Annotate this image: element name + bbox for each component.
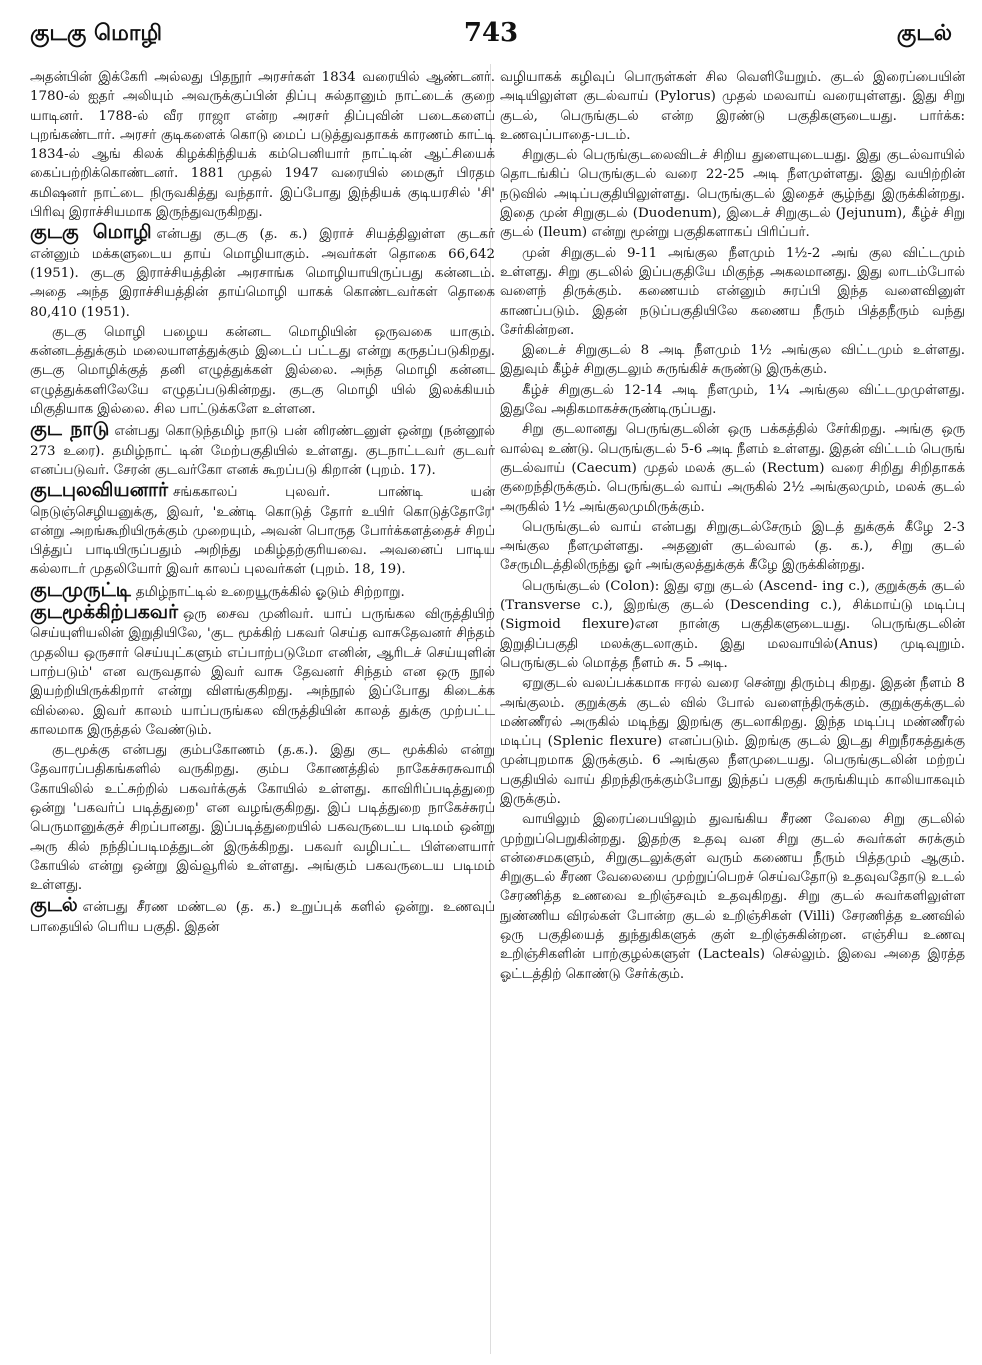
- paragraph: [500, 244, 965, 340]
- entry-headword: குடல்: [30, 894, 78, 917]
- paragraph-text: குடமூக்கு என்பது கும்பகோணம் (த.க.). இது குட மூக்கில் என்று தேவாரப்பதிகங்களில் வருகிறது. கும்ப கோணத்தில் நாகேச்சுரசுவாமி கோயிலில் உட்சுற்றில் பகவர்க்குக் கோயில் உள்ளது. காவிரிப்படித்துறை ஒன்று 'பகவர்ப் படித்துறை' என வழங்குகிறது. இப் படித்துறை நாகேச்சுரப் பெருமானுக்குச் சிறப்பானது. இப்படித்துறையில் பகவருடைய படிமம் ஒன்று அரு கில் நந்திப்படிமத்துடன் இருக்கிறது. பகவர் வழிபட்ட பிள்ளையார் கோயில் என்று ஒன்று இவ்வூரில் உள்ளது. அங்கும் பகவருடைய படிமம் உள்ளது.: [30, 743, 495, 894]
- paragraph: [500, 381, 965, 420]
- paragraph-text: வழியாகக் கழிவுப் பொருள்கள் சில வெளியேறும். குடல் இரைப்பையின் அடியிலுள்ள குடல்வாய் (Pylorus) முதல் மலவாய் வரையுள்ளது. இது சிறு குடல், பெருங்குடல் என்ற இரண்டு பகுதிகளுடையது. பார்க்க: உணவுப்பாதை-படம்.: [500, 70, 965, 143]
- paragraph-text: சிறு குடலானது பெருங்குடலின் ஒரு பக்கத்தில் சேர்கிறது. அங்கு ஒரு வால்வு உண்டு. பெருங்குடல் 5-6 அடி நீளம் உள்ளது. இதன் விட்டம் பெருங் குடல்வாய் (Caecum) முதல் மலக் குடல் (Rectum) வரை சிறிது சிறிதாகக் குறைந்திருக்கும். பெருங்குடல் வாய் அருகில் 2½ அங்குலமும், மலக் குடல் அருகில் 1½ அங்குலமுமிருக்கும்.: [500, 422, 965, 515]
- encyclopedia-entry: [30, 896, 495, 937]
- paragraph: [500, 518, 965, 576]
- paragraph: [500, 810, 965, 984]
- paragraph-text: ஒரு சைவ முனிவர். யாப் பருங்கல விருத்தியிற் செய்யுளியலின் இறுதியிலே, 'குட மூக்கிற் பகவர் செய்த வாசுதேவனர் சிந்தம் முதலிய ஒருசார் செய்யுட்களும் எப்பாற்படுமோ எனின், ஆரிடச் செய்யுளின் பாற்படும்' என வருவதால் இவர் வாசு தேவனர் சிந்தம் என ஒரு நூல் இயற்றியிருக்கிறார் என்று விளங்குகிறது. அந்நூல் இப்போது கிடைக்க வில்லை. இவர் காலம் யாப்பருங்கல விருத்தியின் காலத் துக்கு முற்பட்ட காலமாக இருத்தல் வேண்டும்.: [30, 607, 495, 738]
- paragraph-text: சங்ககாலப் புலவர். பாண்டி யன் நெடுஞ்செழியனுக்கு, இவர், 'உண்டி கொடுத் தோர் உயிர் கொடுத்தோரே' என்று அறங்கூறியிருக்கும் முறையும், அவன் பொருத போர்க்களத்தைச் சிறப் பித்துப் பாடியிருப்பதும் அறிந்து மகிழ்தற்குரியவை. அவனைப் பாடிய கல்லாடர் முதலியோர் இவர் காலப் புலவர்கள் (புறம். 18, 19).: [30, 485, 495, 578]
- paragraph-text: சிறுகுடல் பெருங்குடலைவிடச் சிறிய துளையுடையது. இது குடல்வாயில் தொடங்கிப் பெருங்குடல் வரை 22-25 அடி நீளமுள்ளது. இது வயிற்றின் நடுவில் அடிப்பகுதியிலுள்ளது. பெருங்குடல் இதைச் சூழ்ந்து இருக்கின்றது. இதை முன் சிறுகுடல் (Duodenum), இடைச் சிறுகுடல் (Jejunum), கீழ்ச் சிறு குடல் (Ileum) என்று மூன்று பகுதிகளாகப் பிரிப்பர்.: [500, 148, 965, 241]
- paragraph: [30, 323, 495, 419]
- paragraph: [500, 674, 965, 809]
- entry-headword: குடகு மொழி: [30, 221, 152, 244]
- paragraph-text: என்பது கொடுந்தமிழ் நாடு பன் னிரண்டனுள் ஒன்று (நன்னூல் 273 உரை). தமிழ்நாட் டின் மேற்பகுதியில் உள்ளது. குடநாட்டவர் குடவர் எனப்படுவர். சேரன் குடவர்கோ எனக் கூறப்படு கிறான் (புறம். 17).: [30, 424, 495, 478]
- paragraph-text: ஏறுகுடல் வலப்பக்கமாக ஈரல் வரை சென்று திரும்பு கிறது. இதன் நீளம் 8 அங்குலம். குறுக்குக் குடல் வில் போல் வளைந்திருக்கும். குறுக்குக்குடல் மண்ணீரல் அருகில் மடிந்து இறங்கு குடலாகிறது. இந்த மடிப்பு மண்ணீரல் மடிப்பு (Splenic flexure) எனப்படும். இறங்கு குடல் இடது சிறுநீரகத்துக்கு முன்புறமாக இருக்கும். 6 அங்குல நீளமுடையது. பெருங்குடலின் மற்றப் பகுதியில் வாய் திறந்திருக்கும்போது இந்தப் பகுதி சுருங்கியும் காலியாகவும் இருக்கும்.: [500, 676, 965, 807]
- paragraph-text: குடகு மொழி பழைய கன்னட மொழியின் ஒருவகை யாகும். கன்னடத்துக்கும் மலையாளத்துக்கும் இடைப் பட்டது என்று கருதப்படுகிறது. குடகு மொழிக்குத் தனி எழுத்துக்கள் இல்லை. அந்த மொழி கன்னட எழுத்துக்களிலேயே எழுதப்படுகின்றது. குடகு மொழி யில் இலக்கியம் மிகுதியாக இல்லை. சில பாட்டுக்களே உள்ளன.: [30, 324, 495, 418]
- paragraph: [30, 741, 495, 895]
- encyclopedia-entry: [30, 603, 495, 740]
- paragraph-text: என்பது சீரண மண்டல (த. க.) உறுப்புக் களில் ஒன்று. உணவுப் பாதையில் பெரிய பகுதி. இதன்: [30, 900, 495, 935]
- paragraph-text: பெருங்குடல் (Colon): இது ஏறு குடல் (Ascend- ing c.), குறுக்குக் குடல் (Transverse c.), இறங்கு குடல் (Descending c.), சிக்மாய்டு மடிப்பு (Sigmoid flexure)என நான்கு பகுதிகளுடையது. பெருங்குடலின் இறுதிப்பகுதி மலக்குடலாகும். இது மலவாயில்(Anus) முடிவுறும். பெருங்குடல் மொத்த நீளம் சு. 5 அடி.: [500, 578, 965, 671]
- right-column: [500, 68, 965, 1358]
- encyclopedia-entry: [30, 578, 495, 602]
- paragraph: [30, 68, 495, 222]
- entry-headword: குடமூக்கிற்பகவர்: [30, 601, 178, 624]
- paragraph-text: என்பது குடகு (த. க.) இராச் சியத்திலுள்ள குடகர் என்னும் மக்களுடைய தாய் மொழியாகும். அவர்கள் தொகை 66,642 (1951). குடகு இராச்சியத்தின் அரசாங்க மொழியாயிருப்பது கன்னடம். அதை அந்த இராச்சியத்தின் தாய்மொழி யாகக் கொண்டவர்கள் தொகை 80,410 (1951).: [30, 227, 495, 320]
- paragraph: [500, 146, 965, 242]
- entry-headword: குடமுருட்டி: [30, 578, 131, 601]
- paragraph-text: முன் சிறுகுடல் 9-11 அங்குல நீளமும் 1½-2 அங் குல விட்டமும் உள்ளது. சிறு குடலில் இப்பகுதியே மிகுந்த அகலமானது. இது லாடம்போல் வளைந் திருக்கும். கணையம் என்னும் சுரப்பி இந்த வளைவினுள் காணப்படும். இதன் நடுப்பகுதியிலே கணைய நீரும் பித்தநீரும் வந்து சேர்கின்றன.: [500, 245, 965, 338]
- paragraph-text: வாயிலும் இரைப்பையிலும் துவங்கிய சீரண வேலை சிறு குடலில் முற்றுப்பெறுகின்றது. இதற்கு உதவு வன சிறு குடல் சுவர்கள் சுரக்கும் என்சைமகளும், சிறுகுடலுக்குள் வரும் கணைய நீரும் பித்தமும் ஆகும். சிறுகுடல் சீரண வேலையை முற்றுப்பெறச் செய்வதோடு உதவுவதோடு உடல் சேரணித்த உணவை உறிஞ்சவும் உதவுகிறது. சிறு குடல் சுவர்களிலுள்ள நுண்ணிய விரல்கள் போன்ற குடல் உறிஞ்சிகள் (Villi) சேரணித்த உணவில் ஒரு பகுதியைத் துந்துகிகளுக் குள் உறிஞ்சுகின்றன. எஞ்சிய உணவு உறிஞ்சிகளின் பாற்குழல்களுள் (Lacteals) செல்லும். இவை அதை இரத்த ஓட்டத்திற் கொண்டு சேர்க்கும்.: [500, 812, 965, 982]
- entry-headword: குட நாடு: [30, 418, 110, 441]
- running-head-left: குடகு மொழி: [30, 20, 162, 46]
- encyclopedia-entry: [30, 223, 495, 321]
- paragraph: [500, 420, 965, 516]
- entry-headword: குடபுலவியனார்: [30, 479, 168, 502]
- paragraph-text: இடைச் சிறுகுடல் 8 அடி நீளமும் 1½ அங்குல விட்டமும் உள்ளது. இதுவும் கீழ்ச் சிறுகுடலும் சுருங்கிச் சுருண்டு இருக்கும்.: [500, 343, 965, 378]
- left-column: [30, 68, 495, 1358]
- page-number: 743: [463, 18, 519, 48]
- paragraph-text: அதன்பின் இக்கேரி அல்லது பிதநூர் அரசர்கள் 1834 வரையில் ஆண்டனர். 1780-ல் ஐதர் அலியும் அவருக்குப்பின் திப்பு சுல்தானும் நாட்டைக் குறை யாடினர். 1788-ல் வீர ராஜா என்ற அரசர் திப்புவின் படைகளைப் புறங்கண்டார். அரசர் குடிகளைக் கொடு மைப் படுத்துவதாகக் காரணம் காட்டி 1834-ல் ஆங் கிலக் கிழக்கிந்தியக் கம்பெனியார் நாட்டின் ஆட்சியைக் கைப்பற்றிக்கொண்டனர். 1881 முதல் 1947 வரையில் மைசூர் பிரதம கமிஷனர் நாட்டை நிருவகித்து வந்தார். இப்போது இந்தியக் குடியரசில் 'சி' பிரிவு இராச்சியமாக இருந்துவருகிறது.: [30, 70, 495, 221]
- paragraph: [500, 341, 965, 380]
- paragraph-text: பெருங்குடல் வாய் என்பது சிறுகுடல்சேரும் இடத் துக்குக் கீழே 2-3 அங்குல நீளமுள்ளது. அதனுள் குடல்வால் (த. க.), சிறு குடல் சேருமிடத்திலிருந்து ஓர் அங்குலத்துக்குக் கீழே இருக்கின்றது.: [500, 519, 965, 574]
- running-head-right: குடல்: [896, 20, 952, 46]
- page-header: [0, 16, 982, 56]
- paragraph-text: தமிழ்நாட்டில் உறையூருக்கில் ஓடும் சிற்றாறு.: [135, 584, 405, 600]
- encyclopedia-entry: [30, 420, 495, 480]
- paragraph: [500, 577, 965, 673]
- encyclopedia-entry: [30, 481, 495, 579]
- paragraph: [500, 68, 965, 145]
- paragraph-text: கீழ்ச் சிறுகுடல் 12-14 அடி நீளமும், 1¼ அங்குல விட்டமுமுள்ளது. இதுவே அதிகமாகச்சுருண்டிருப்பது.: [500, 382, 965, 418]
